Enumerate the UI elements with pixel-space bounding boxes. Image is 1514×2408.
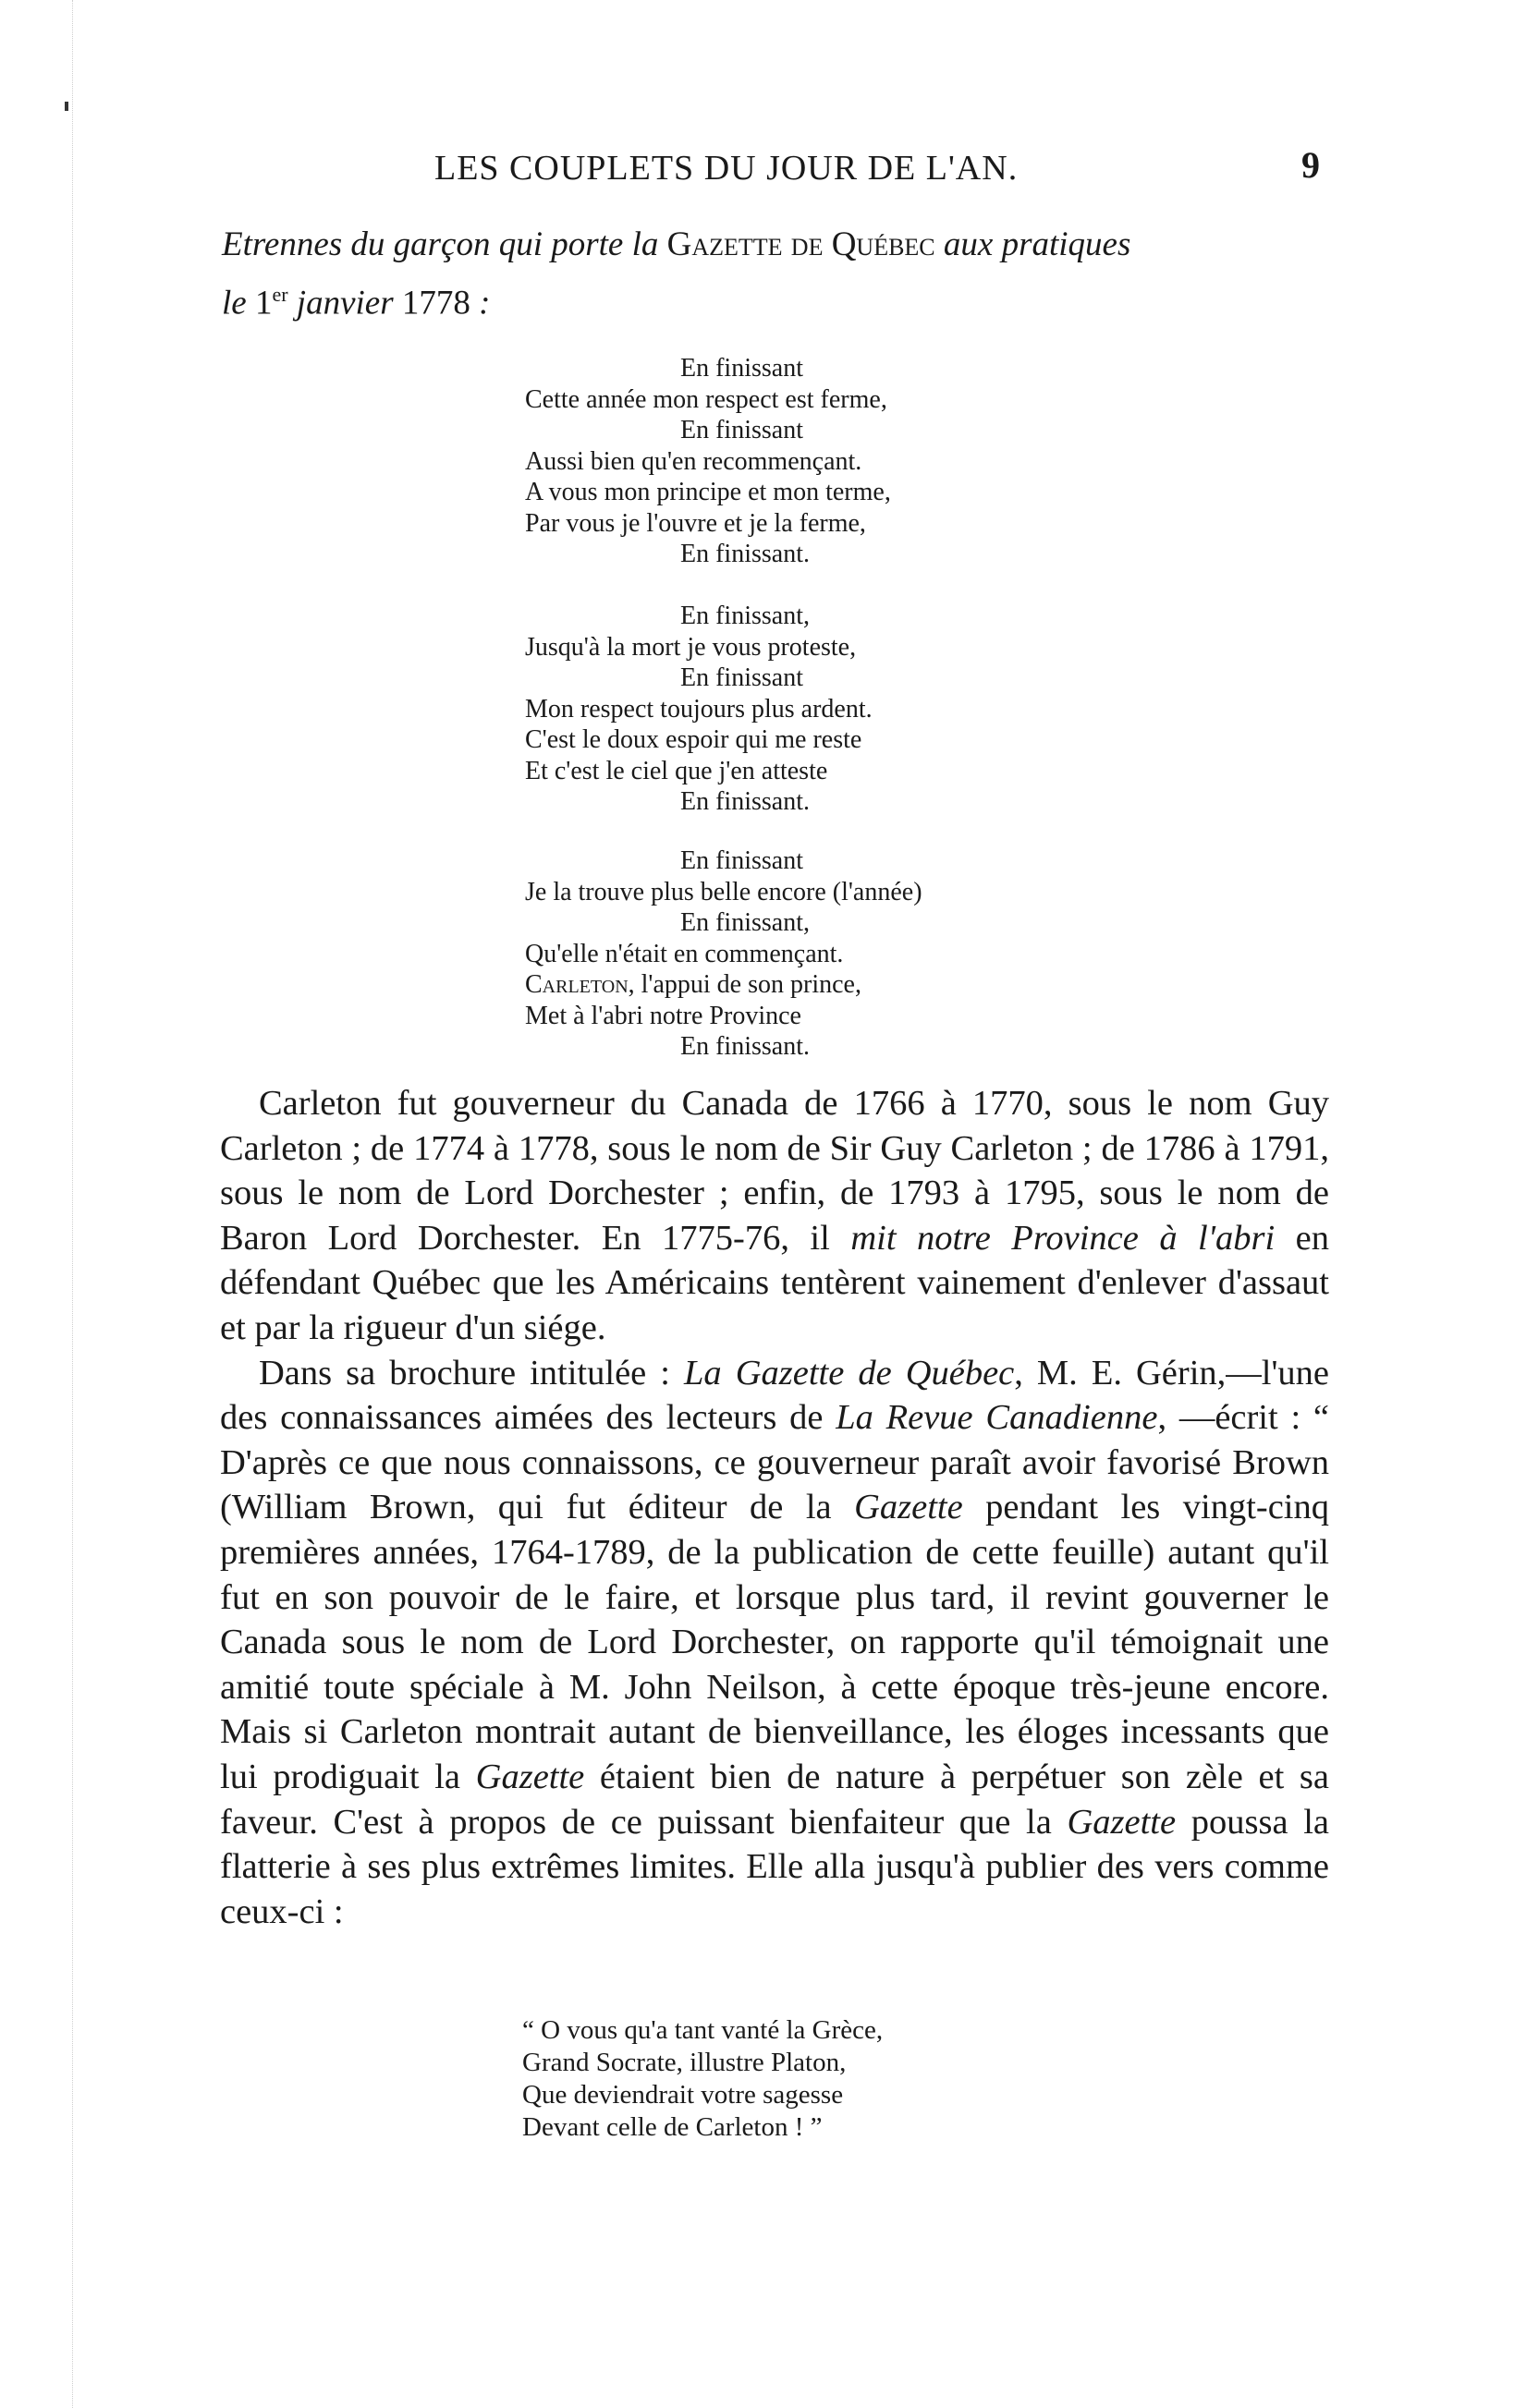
- poem-line: En finissant: [680, 354, 803, 383]
- poem-line: En finissant.: [680, 540, 810, 568]
- poem-line: Qu'elle n'était en commençant.: [525, 939, 844, 968]
- poem-line: C'est le doux espoir qui me reste: [525, 725, 862, 754]
- poem-line: Je la trouve plus belle encore (l'année): [525, 877, 922, 906]
- poem-line: Par vous je l'ouvre et je la ferme,: [525, 508, 866, 538]
- italic-title: Gazette: [854, 1488, 963, 1527]
- governor-name: Carleton: [525, 970, 629, 999]
- verse-line: Devant celle de Carleton ! ”: [522, 2112, 823, 2142]
- poem-line: Mon respect toujours plus ardent.: [525, 694, 873, 724]
- poem-line: En finissant: [680, 416, 803, 444]
- intro-text: le: [222, 284, 255, 322]
- running-head: LES COUPLETS DU JOUR DE L'AN.: [434, 149, 1019, 188]
- poem-line: En finissant,: [680, 602, 810, 630]
- poem-stanza-3: [525, 845, 922, 1063]
- poem-line-rest: , l'appui de son prince,: [628, 970, 861, 999]
- text-run: Dans sa brochure intitulée :: [259, 1353, 685, 1393]
- italic-quote: mit notre Province à l'abri: [850, 1218, 1276, 1258]
- poem-line: En finissant,: [680, 908, 810, 937]
- intro-text: :: [470, 284, 491, 322]
- quoted-verse: [522, 2014, 883, 2144]
- poem-line: A vous mon principe et mon terme,: [525, 478, 891, 506]
- poem-introduction: [222, 220, 1331, 328]
- poem-stanza-1: [525, 353, 891, 570]
- poem-line: Et c'est le ciel que j'en atteste: [525, 756, 828, 785]
- paragraph-1: [220, 1081, 1329, 1351]
- year: 1778: [401, 284, 470, 322]
- page-number: 9: [1301, 144, 1320, 186]
- text-run: pendant les vingt-cinq premières années, 1764-1789, de la publication de cette feuille) autant qu'il fut en son pouvoir de le faire, et lorsque plus tard, il revint gouverner le Canada sous le nom de Lord Dorchester, on rapporte qu'il témoignait une amitié toute spéciale à M. John Neilson, à cette époque très-jeune encore. Mais si Carleton montrait autant de bienveillance, les éloges incessants que lui prodiguait la: [220, 1488, 1330, 1796]
- paragraph-2: [220, 1351, 1329, 1935]
- scan-speck: [65, 102, 68, 111]
- poem-line: Aussi bien qu'en recommençant.: [525, 446, 862, 476]
- italic-title: La Gazette de Québec: [684, 1353, 1015, 1393]
- text-run: Carleton fut gouverneur du Canada de 1766 à 1770, sous le nom Guy Carleton ; de 1774 à 1778, sous le nom de Sir Guy Carleton ; de 1786 à 1791, sous le nom de Lord Dorchester ; enfin, de 1793 à 1795, sous le nom de Baron Lord Dorchester. En 1775-76, il: [220, 1084, 1329, 1258]
- verse-line: Grand Socrate, illustre Platon,: [522, 2048, 847, 2077]
- italic-title: Gazette: [475, 1757, 585, 1796]
- poem-line: Jusqu'à la mort je vous proteste,: [525, 632, 857, 662]
- intro-text: janvier: [287, 284, 402, 322]
- intro-text: Etrennes du garçon qui porte la: [222, 225, 667, 263]
- day-number: 1: [254, 284, 273, 322]
- text-run: poussa la flatterie à ses plus extrêmes limites. Elle alla jusqu'à publier des vers comme ceux-ci :: [220, 1802, 1329, 1931]
- body-text: [220, 1081, 1329, 1934]
- poem-line: En finissant.: [680, 1032, 810, 1061]
- verse-line: Que deviendrait votre sagesse: [522, 2080, 844, 2110]
- italic-title: La Revue Canadienne: [836, 1398, 1158, 1438]
- poem-line: En finissant: [680, 663, 803, 692]
- poem-line: [525, 969, 922, 1001]
- ordinal-suffix: er: [272, 283, 288, 306]
- verse-line: “ O vous qu'a tant vanté la Grèce,: [522, 2015, 884, 2045]
- newspaper-name: Gazette de Québec: [666, 225, 935, 263]
- text-run: , M. E. Gérin,—l'une des connaissances aimées des lecteurs de: [220, 1353, 1329, 1438]
- intro-text: aux pratiques: [934, 225, 1131, 263]
- text-run: , —écrit : “ D'après ce que nous connaissons, ce gouverneur paraît avoir favorisé Brown (William Brown, qui fut éditeur de la: [220, 1398, 1329, 1527]
- scan-margin-artifact: [72, 0, 77, 2408]
- italic-title: Gazette: [1067, 1802, 1177, 1842]
- poem-line: Cette année mon respect est ferme,: [525, 384, 887, 414]
- poem-stanza-2: [525, 601, 873, 818]
- text-run: en défendant Québec que les Américains tentèrent vainement d'enlever d'assaut et par la rigueur d'un siége.: [220, 1218, 1329, 1347]
- text-run: étaient bien de nature à perpétuer son zèle et sa faveur. C'est à propos de ce puissant bienfaiteur que la: [220, 1757, 1329, 1842]
- poem-line: Met à l'abri notre Province: [525, 1001, 801, 1030]
- poem-line: En finissant.: [680, 787, 810, 816]
- poem-line: En finissant: [680, 846, 803, 875]
